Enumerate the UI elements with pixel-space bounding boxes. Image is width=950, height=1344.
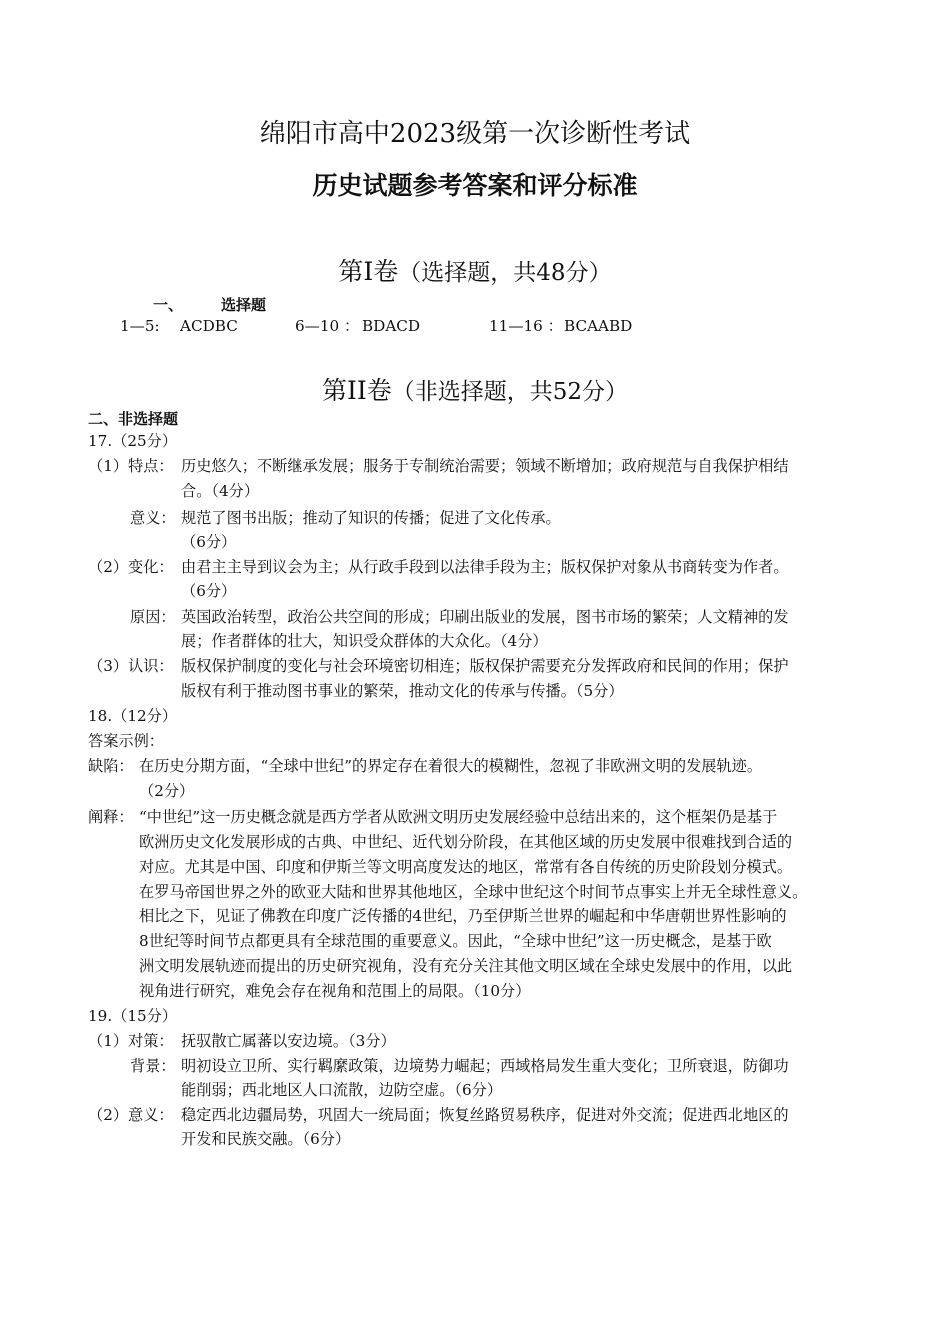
q19-1-background-label: 背景： (130, 1057, 176, 1075)
q19-heading: 19.（15分） (88, 1007, 178, 1025)
q18-defect-text: 在历史分期方面，“全球中世纪”的界定存在着很大的模糊性，忽视了非欧洲文明的发展轨迹。 (139, 757, 763, 775)
q19-1-label: （1）对策： (88, 1032, 174, 1050)
answer-letters: BCAABD (564, 317, 633, 335)
q18-explain-line: 洲文明发展轨迹而提出的历史研究视角，没有充分关注其他文明区域在全球史发展中的作用，以此 (139, 957, 793, 975)
q17-1-text-cont: 合。（4分） (181, 482, 260, 500)
q17-1-significance-score: （6分） (181, 533, 237, 551)
q18-defect-score: （2分） (139, 782, 195, 800)
q17-3-text-cont: 版权有利于推动图书事业的繁荣，推动文化的传承与传播。（5分） (181, 682, 624, 700)
q19-1-background-text-cont: 能削弱；西北地区人口流散，边防空虚。（6分） (181, 1081, 503, 1099)
q19-1-background-text: 明初设立卫所、实行羁縻政策，边境势力崛起；西域格局发生重大变化；卫所衰退，防御功 (181, 1057, 789, 1075)
part2-heading-note: （非选择题，共52分） (391, 379, 629, 405)
section1-title: 选择题 (221, 296, 267, 314)
part1-heading (0, 252, 950, 288)
q19-1-text: 抚驭散亡属蕃以安边境。（3分） (181, 1032, 396, 1050)
answer-group-2 (295, 314, 420, 338)
q18-explain-line: 在罗马帝国世界之外的欧亚大陆和世界其他地区，全球中世纪这个时间节点事实上并无全球性意义。 (139, 883, 808, 901)
q18-defect-label: 缺陷： (88, 757, 134, 775)
section2-title: 二、非选择题 (88, 410, 179, 428)
q18-heading: 18.（12分） (88, 707, 178, 725)
q17-2-score: （6分） (181, 582, 237, 600)
exam-title: 绵阳市高中2023级第一次诊断性考试 (259, 119, 691, 149)
q17-2-text: 由君主主导到议会为主；从行政手段到以法律手段为主；版权保护对象从书商转变为作者。 (181, 558, 789, 576)
q17-2-reason-text: 英国政治转型，政治公共空间的形成；印刷出版业的发展，图书市场的繁荣；人文精神的发 (181, 608, 789, 626)
q18-sample-label: 答案示例： (88, 732, 164, 750)
answer-range: 6—10 ： (295, 317, 360, 335)
part1-heading-main: 第I卷 (338, 257, 399, 286)
q17-3-text: 版权保护制度的变化与社会环境密切相连；版权保护需要充分发挥政府和民间的作用；保护 (181, 657, 789, 675)
q17-heading: 17.（25分） (88, 432, 178, 450)
q17-2-reason-label: 原因： (130, 608, 176, 626)
part2-heading-main: 第II卷 (321, 376, 392, 405)
q18-explain-line: “中世纪”这一历史概念就是西方学者从欧洲文明历史发展经验中总结出来的，这个框架仍是基于 (139, 808, 778, 826)
part1-heading-note: （选择题，共48分） (398, 260, 612, 286)
q17-3-label: （3）认识： (88, 657, 174, 675)
part2-heading (0, 371, 950, 407)
q17-1-significance-label: 意义： (130, 509, 176, 527)
q18-explain-label: 阐释： (88, 808, 134, 826)
exam-subtitle: 历史试题参考答案和评分标准 (312, 171, 638, 200)
q17-1-label: （1）特点： (88, 457, 174, 475)
q17-1-text: 历史悠久；不断继承发展；服务于专制统治需要；领域不断增加；政府规范与自我保护相结 (181, 457, 789, 475)
q18-explain-line: 相比之下，见证了佛教在印度广泛传播的4世纪，乃至伊斯兰世界的崛起和中华唐朝世界性影响的 (139, 907, 787, 925)
q18-explain-line: 8世纪等时间节点都更具有全球范围的重要意义。因此，“全球中世纪”这一历史概念，是基于欧 (139, 932, 772, 950)
answer-letters: ACDBC (180, 317, 238, 335)
answer-range: 11—16 ： (489, 317, 563, 335)
q18-explain-line: 视角进行研究，难免会存在视角和范围上的局限。（10分） (139, 982, 531, 1000)
q18-explain-line: 欧洲历史文化发展形成的古典、中世纪、近代划分阶段，在其他区域的历史发展中很难找到合适的 (139, 833, 793, 851)
q18-explain-line: 对应。尤其是中国、印度和伊斯兰等文明高度发达的地区，常常有各自传统的历史阶段划分模式。 (139, 858, 793, 876)
section1-number: 一、 (153, 296, 184, 314)
q17-2-reason-text-cont: 展；作者群体的壮大，知识受众群体的大众化。（4分） (181, 632, 548, 650)
answer-group-1 (120, 314, 238, 338)
answer-letters: BDACD (362, 317, 421, 335)
q17-2-label: （2）变化： (88, 558, 174, 576)
answer-range: 1—5: (120, 317, 160, 335)
q19-2-label: （2）意义： (88, 1106, 174, 1124)
q17-1-significance-text: 规范了图书出版；推动了知识的传播；促进了文化传承。 (181, 509, 561, 527)
q19-2-text-cont: 开发和民族交融。（6分） (181, 1130, 351, 1148)
answer-group-3 (489, 314, 632, 338)
q19-2-text: 稳定西北边疆局势，巩固大一统局面；恢复丝路贸易秩序，促进对外交流；促进西北地区的 (181, 1106, 789, 1124)
